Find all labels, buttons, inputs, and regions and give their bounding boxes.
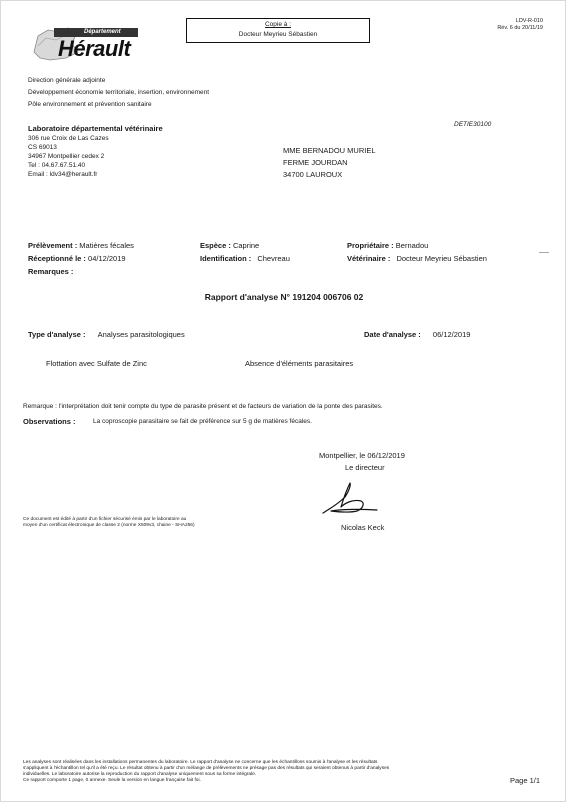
recipient-name: MME BERNADOU MURIEL	[283, 146, 376, 155]
direction-line-3: Pôle environnement et prévention sanitaire	[28, 101, 152, 108]
copy-recipient-box	[186, 18, 370, 43]
recipient-farm: FERME JOURDAN	[283, 158, 348, 167]
veterinaire-value: Docteur Meyrieu Sébastien	[396, 254, 487, 263]
direction-line-2: Développement économie territoriale, insertion, environnement	[28, 89, 210, 96]
analysis-type-label: Type d'analyse :	[28, 330, 86, 339]
analysis-date-value: 06/12/2019	[432, 330, 471, 339]
remarques-label: Remarques :	[28, 267, 74, 276]
proprietaire-label: Propriétaire :	[347, 241, 394, 250]
analysis-method: Flottation avec Sulfate de Zinc	[46, 359, 147, 368]
prelevement-label: Prélèvement :	[28, 241, 78, 250]
copy-label: Copie à :	[264, 21, 292, 28]
signature-role: Le directeur	[345, 463, 385, 472]
footer-line-4: Ce rapport comporte 1 page, 0 annexe. Seule la version en langue française fait foi.	[23, 778, 201, 783]
signature-name: Nicolas Keck	[341, 523, 385, 532]
direction-line-1: Direction générale adjointe	[28, 77, 106, 84]
recipient-city: 34700 LAUROUX	[283, 170, 343, 179]
signature-scribble-icon	[319, 479, 389, 519]
doc-code: LDV-R-010	[515, 18, 543, 24]
proprietaire-value: Bernadou	[395, 241, 429, 250]
lab-email: Email : ldv34@herault.fr	[28, 171, 98, 178]
veterinaire-label: Vétérinaire :	[347, 254, 391, 263]
copy-recipient: Docteur Meyrieu Sébastien	[238, 31, 318, 38]
lab-phone: Tel : 04.67.67.51.40	[28, 162, 86, 169]
analysis-date-label: Date d'analyse :	[364, 330, 421, 339]
reference-code: DETIE30100	[454, 121, 492, 128]
footer-line-3: individuelles. Le laboratoire autorise la reproduction du rapport d'analyse uniquement sous sa forme intégrale.	[23, 772, 257, 777]
page-number: Page 1/1	[510, 776, 541, 785]
identification-value: Chevreau	[257, 254, 290, 263]
logo-top-text: Département	[84, 29, 121, 35]
lab-name: Laboratoire départemental vétérinaire	[28, 124, 163, 133]
signature-place-date: Montpellier, le 06/12/2019	[319, 451, 405, 460]
prelevement-field	[28, 241, 134, 250]
observations-label: Observations :	[23, 417, 76, 426]
prelevement-value: Matières fécales	[79, 241, 134, 250]
espece-field	[200, 241, 259, 250]
remark-text: Remarque : l'interprétation doit tenir compte du type de parasite présent et de facteurs de variation de la ponte des parasites.	[23, 403, 383, 410]
margin-dash	[539, 252, 549, 253]
recu-label: Réceptionné le :	[28, 254, 86, 263]
observations-value: La coproscopie parasitaire se fait de préférence sur 5 g de matières fécales.	[93, 418, 312, 425]
footer-line-1: Les analyses sont réalisées dans les installations permanentes du laboratoire. Le rapport d'analyse ne concerne que les échantillons soumis à l'analyse et les résultats	[23, 760, 378, 765]
report-title: Rapport d'analyse N° 191204 006706 02	[204, 292, 364, 302]
espece-value: Caprine	[232, 241, 260, 250]
lab-address-3: 34967 Montpellier cedex 2	[28, 153, 105, 160]
proprietaire-field	[347, 241, 428, 250]
document-reference	[497, 18, 543, 32]
doc-revision: Rév. 6 du 20/11/19	[497, 25, 543, 31]
analysis-date-field	[364, 330, 470, 339]
logo-main-text: Hérault	[58, 36, 131, 61]
veterinaire-field	[347, 254, 487, 263]
certificate-note-1: Ce document est édité à partir d'un fichier sécurisé émis par le laboratoire au	[23, 517, 187, 522]
lab-address-2: CS 69013	[28, 144, 57, 151]
analysis-type-value: Analyses parasitologiques	[97, 330, 185, 339]
recu-value: 04/12/2019	[88, 254, 126, 263]
identification-label: Identification :	[200, 254, 252, 263]
certificate-note-2: moyen d'un certificat électronique de classe 2 (norme X509v3, chaine - SHA256)	[23, 523, 195, 528]
identification-field	[200, 254, 290, 263]
analysis-result: Absence d'éléments parasitaires	[245, 359, 354, 368]
analysis-type-field	[28, 330, 185, 339]
herault-logo	[28, 22, 140, 64]
footer-line-2: s'appliquent à l'échantillon tel qu'il a été reçu. Le résultat obtenu à partir d'un mélange de prélèvements ne présage pas des résultats qui seraient obtenus à partir d'analyses	[23, 766, 390, 771]
lab-address-1: 306 rue Croix de Las Cazes	[28, 135, 109, 142]
recu-field	[28, 254, 126, 263]
espece-label: Espèce :	[200, 241, 231, 250]
